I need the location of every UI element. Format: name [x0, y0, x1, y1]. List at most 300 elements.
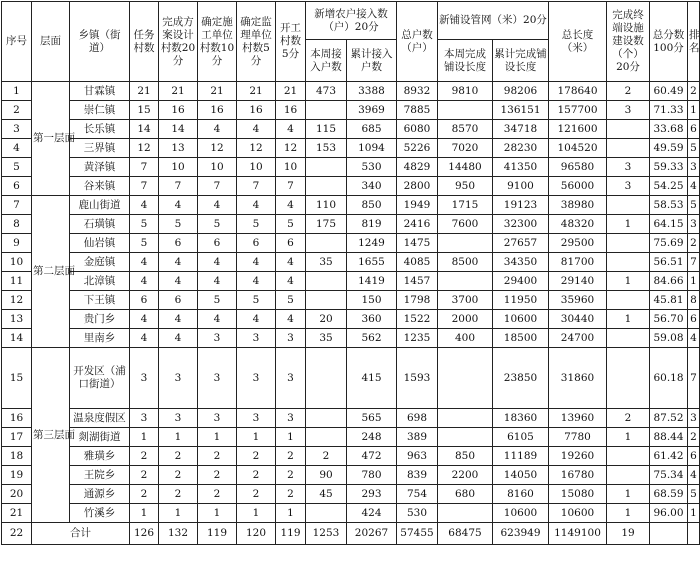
cell-rank: 6 — [688, 310, 700, 329]
cell-cum-households: 340 — [347, 177, 397, 196]
cell-construction-units: 5 — [198, 291, 237, 310]
cell-seq: 9 — [2, 234, 32, 253]
total-weekly-pipe: 68475 — [438, 523, 493, 545]
cell-construction-units: 2 — [198, 485, 237, 504]
cell-rank: 1 — [688, 101, 700, 120]
cell-town: 崇仁镇 — [70, 101, 130, 120]
cell-task-villages: 4 — [130, 272, 159, 291]
cell-plan-design: 3 — [159, 348, 198, 409]
cell-rank: 6 — [688, 120, 700, 139]
cell-task-villages: 5 — [130, 215, 159, 234]
cell-cum-households: 248 — [347, 428, 397, 447]
cell-score: 88.44 — [650, 428, 688, 447]
cell-supervision-units: 5 — [237, 291, 276, 310]
cell-weekly-pipe — [438, 428, 493, 447]
header-new-households: 新增农户接入数（户）20分 — [306, 2, 397, 40]
table-row — [2, 485, 700, 504]
cell-score: 75.34 — [650, 466, 688, 485]
cell-seq: 1 — [2, 82, 32, 101]
cell-weekly-households: 2 — [306, 447, 347, 466]
cell-total-length: 121600 — [549, 120, 607, 139]
cell-cum-households: 1419 — [347, 272, 397, 291]
cell-seq: 5 — [2, 158, 32, 177]
cell-weekly-pipe: 8500 — [438, 253, 493, 272]
cell-score: 64.15 — [650, 215, 688, 234]
cell-cum-households: 1094 — [347, 139, 397, 158]
header-weekly-pipe: 本周完成铺设长度 — [438, 40, 493, 82]
table-row — [2, 329, 700, 348]
cell-cum-pipe: 29400 — [493, 272, 549, 291]
header-construction-units: 确定施工单位村数10分 — [198, 2, 237, 82]
table-row — [2, 158, 700, 177]
cell-rank: 5 — [688, 196, 700, 215]
cell-rank: 4 — [688, 329, 700, 348]
cell-task-villages: 4 — [130, 196, 159, 215]
total-seq: 22 — [2, 523, 32, 545]
header-plan-design: 完成方案设计村数20分 — [159, 2, 198, 82]
cell-total-length: 35960 — [549, 291, 607, 310]
cell-seq: 13 — [2, 310, 32, 329]
cell-weekly-households: 90 — [306, 466, 347, 485]
cell-town: 贵门乡 — [70, 310, 130, 329]
cell-task-villages: 2 — [130, 466, 159, 485]
cell-started: 1 — [276, 504, 306, 523]
cell-weekly-households — [306, 101, 347, 120]
cell-seq: 3 — [2, 120, 32, 139]
cell-town: 里南乡 — [70, 329, 130, 348]
cell-construction-units: 10 — [198, 158, 237, 177]
cell-task-villages: 4 — [130, 310, 159, 329]
cell-cum-households: 415 — [347, 348, 397, 409]
cell-started: 16 — [276, 101, 306, 120]
cell-seq: 18 — [2, 447, 32, 466]
cell-plan-design: 6 — [159, 234, 198, 253]
cell-total-length: 38980 — [549, 196, 607, 215]
cell-town: 温泉度假区 — [70, 409, 130, 428]
cell-total-households: 1522 — [397, 310, 438, 329]
cell-supervision-units: 4 — [237, 272, 276, 291]
table-row — [2, 82, 700, 101]
cell-weekly-pipe — [438, 504, 493, 523]
table-row — [2, 253, 700, 272]
cell-weekly-pipe: 3700 — [438, 291, 493, 310]
total-cum-pipe: 623949 — [493, 523, 549, 545]
cell-plan-design: 4 — [159, 310, 198, 329]
cell-started: 2 — [276, 485, 306, 504]
table-row — [2, 409, 700, 428]
cell-construction-units: 4 — [198, 196, 237, 215]
cell-weekly-households: 175 — [306, 215, 347, 234]
cell-task-villages: 5 — [130, 234, 159, 253]
cell-supervision-units: 5 — [237, 215, 276, 234]
cell-cum-households: 293 — [347, 485, 397, 504]
cell-construction-units: 3 — [198, 409, 237, 428]
cell-supervision-units: 16 — [237, 101, 276, 120]
cell-weekly-households: 35 — [306, 329, 347, 348]
cell-started: 12 — [276, 139, 306, 158]
cell-terminal — [607, 234, 650, 253]
cell-terminal: 3 — [607, 101, 650, 120]
cell-plan-design: 2 — [159, 447, 198, 466]
table-row — [2, 272, 700, 291]
cell-supervision-units: 4 — [237, 196, 276, 215]
cell-weekly-households — [306, 504, 347, 523]
header-total-households: 总户数（户） — [397, 2, 438, 82]
header-rank: 排名 — [688, 2, 700, 82]
cell-terminal — [607, 329, 650, 348]
total-plan-design: 132 — [159, 523, 198, 545]
cell-terminal: 1 — [607, 504, 650, 523]
header-total-length: 总长度（米） — [549, 2, 607, 82]
total-construction-units: 119 — [198, 523, 237, 545]
cell-score: 45.81 — [650, 291, 688, 310]
cell-terminal — [607, 447, 650, 466]
cell-town: 雅璜乡 — [70, 447, 130, 466]
cell-started: 5 — [276, 291, 306, 310]
total-cum-households: 20267 — [347, 523, 397, 545]
cell-total-households: 754 — [397, 485, 438, 504]
cell-cum-households: 472 — [347, 447, 397, 466]
cell-seq: 16 — [2, 409, 32, 428]
cell-total-length: 19260 — [549, 447, 607, 466]
cell-plan-design: 2 — [159, 466, 198, 485]
cell-town: 鹿山街道 — [70, 196, 130, 215]
cell-cum-pipe: 41350 — [493, 158, 549, 177]
cell-weekly-pipe: 7600 — [438, 215, 493, 234]
cell-cum-households: 850 — [347, 196, 397, 215]
cell-started: 4 — [276, 272, 306, 291]
cell-cum-pipe: 18360 — [493, 409, 549, 428]
cell-rank: 5 — [688, 485, 700, 504]
cell-supervision-units: 6 — [237, 234, 276, 253]
cell-weekly-households: 35 — [306, 253, 347, 272]
cell-cum-households: 1655 — [347, 253, 397, 272]
cell-weekly-pipe: 850 — [438, 447, 493, 466]
cell-plan-design: 4 — [159, 253, 198, 272]
cell-cum-households: 3388 — [347, 82, 397, 101]
cell-construction-units: 21 — [198, 82, 237, 101]
cell-started: 4 — [276, 253, 306, 272]
cell-town: 竹溪乡 — [70, 504, 130, 523]
cell-construction-units: 3 — [198, 329, 237, 348]
cell-plan-design: 4 — [159, 329, 198, 348]
cell-task-villages: 2 — [130, 485, 159, 504]
cell-seq: 19 — [2, 466, 32, 485]
cell-total-households: 5226 — [397, 139, 438, 158]
cell-weekly-pipe: 9810 — [438, 82, 493, 101]
cell-plan-design: 4 — [159, 272, 198, 291]
cell-score: 54.25 — [650, 177, 688, 196]
cell-terminal: 2 — [607, 82, 650, 101]
cell-task-villages: 12 — [130, 139, 159, 158]
cell-construction-units: 1 — [198, 504, 237, 523]
cell-weekly-pipe: 8570 — [438, 120, 493, 139]
header-seq: 序号 — [2, 2, 32, 82]
cell-supervision-units: 7 — [237, 177, 276, 196]
cell-total-length: 7780 — [549, 428, 607, 447]
cell-plan-design: 6 — [159, 291, 198, 310]
cell-seq: 10 — [2, 253, 32, 272]
cell-supervision-units: 3 — [237, 348, 276, 409]
cell-terminal: 1 — [607, 310, 650, 329]
cell-seq: 11 — [2, 272, 32, 291]
cell-town: 长乐镇 — [70, 120, 130, 139]
cell-town: 金庭镇 — [70, 253, 130, 272]
cell-started: 3 — [276, 409, 306, 428]
cell-layer: 第三层面 — [32, 348, 70, 523]
table-row — [2, 310, 700, 329]
cell-plan-design: 2 — [159, 485, 198, 504]
cell-rank: 8 — [688, 291, 700, 310]
cell-cum-pipe: 6105 — [493, 428, 549, 447]
cell-terminal: 1 — [607, 428, 650, 447]
cell-started: 21 — [276, 82, 306, 101]
cell-plan-design: 14 — [159, 120, 198, 139]
cell-task-villages: 1 — [130, 428, 159, 447]
cell-weekly-households: 473 — [306, 82, 347, 101]
cell-weekly-pipe — [438, 101, 493, 120]
header-town: 乡镇（街道） — [70, 2, 130, 82]
total-total-households: 57455 — [397, 523, 438, 545]
header-cum-households: 累计接入户数 — [347, 40, 397, 82]
cell-town: 三界镇 — [70, 139, 130, 158]
cell-construction-units: 7 — [198, 177, 237, 196]
cell-terminal: 1 — [607, 272, 650, 291]
cell-rank: 2 — [688, 82, 700, 101]
cell-weekly-pipe — [438, 234, 493, 253]
cell-total-length: 16780 — [549, 466, 607, 485]
cell-cum-households: 562 — [347, 329, 397, 348]
cell-town: 开发区（浦口街道） — [70, 348, 130, 409]
table-row — [2, 504, 700, 523]
cell-construction-units: 12 — [198, 139, 237, 158]
cell-construction-units: 6 — [198, 234, 237, 253]
total-started: 119 — [276, 523, 306, 545]
cell-cum-pipe: 11189 — [493, 447, 549, 466]
cell-score: 84.66 — [650, 272, 688, 291]
cell-rank: 6 — [688, 447, 700, 466]
cell-seq: 17 — [2, 428, 32, 447]
cell-started: 4 — [276, 196, 306, 215]
cell-total-length: 31860 — [549, 348, 607, 409]
table-row — [2, 177, 700, 196]
cell-total-length: 13960 — [549, 409, 607, 428]
cell-total-length: 157700 — [549, 101, 607, 120]
cell-rank: 2 — [688, 428, 700, 447]
total-label: 合计 — [32, 523, 130, 545]
cell-weekly-households: 153 — [306, 139, 347, 158]
cell-score: 56.51 — [650, 253, 688, 272]
cell-started: 2 — [276, 447, 306, 466]
table-row — [2, 291, 700, 310]
cell-seq: 14 — [2, 329, 32, 348]
cell-started: 2 — [276, 466, 306, 485]
cell-rank: 1 — [688, 272, 700, 291]
cell-task-villages: 3 — [130, 409, 159, 428]
cell-total-households: 7885 — [397, 101, 438, 120]
header-supervision-units: 确定监理单位村数5分 — [237, 2, 276, 82]
cell-weekly-pipe — [438, 272, 493, 291]
cell-supervision-units: 2 — [237, 485, 276, 504]
cell-total-households: 963 — [397, 447, 438, 466]
cell-weekly-households: 110 — [306, 196, 347, 215]
cell-cum-households: 530 — [347, 158, 397, 177]
cell-plan-design: 1 — [159, 428, 198, 447]
cell-supervision-units: 1 — [237, 428, 276, 447]
cell-score: 59.08 — [650, 329, 688, 348]
table-row — [2, 348, 700, 409]
cell-weekly-households: 115 — [306, 120, 347, 139]
cell-started: 6 — [276, 234, 306, 253]
cell-cum-pipe: 28230 — [493, 139, 549, 158]
header-weekly-households: 本周接入户数 — [306, 40, 347, 82]
cell-cum-households: 565 — [347, 409, 397, 428]
cell-cum-pipe: 34718 — [493, 120, 549, 139]
total-task-villages: 126 — [130, 523, 159, 545]
cell-construction-units: 1 — [198, 428, 237, 447]
total-score — [650, 523, 688, 545]
header-cum-pipe: 累计完成铺设长度 — [493, 40, 549, 82]
cell-total-households: 1593 — [397, 348, 438, 409]
cell-plan-design: 16 — [159, 101, 198, 120]
cell-score: 49.59 — [650, 139, 688, 158]
cell-terminal — [607, 291, 650, 310]
cell-plan-design: 1 — [159, 504, 198, 523]
cell-score: 96.00 — [650, 504, 688, 523]
header-task-villages: 任务村数 — [130, 2, 159, 82]
cell-terminal: 1 — [607, 485, 650, 504]
cell-seq: 2 — [2, 101, 32, 120]
cell-total-length: 29500 — [549, 234, 607, 253]
cell-task-villages: 4 — [130, 329, 159, 348]
cell-terminal — [607, 466, 650, 485]
cell-terminal: 3 — [607, 158, 650, 177]
cell-weekly-households — [306, 291, 347, 310]
total-row — [2, 523, 700, 545]
cell-cum-pipe: 9100 — [493, 177, 549, 196]
cell-total-households: 6080 — [397, 120, 438, 139]
table-row — [2, 447, 700, 466]
cell-construction-units: 5 — [198, 215, 237, 234]
cell-total-households: 1949 — [397, 196, 438, 215]
cell-cum-pipe: 11950 — [493, 291, 549, 310]
cell-town: 仙岩镇 — [70, 234, 130, 253]
cell-total-households: 1235 — [397, 329, 438, 348]
table-row — [2, 234, 700, 253]
cell-score: 59.33 — [650, 158, 688, 177]
cell-plan-design: 10 — [159, 158, 198, 177]
cell-cum-households: 424 — [347, 504, 397, 523]
cell-cum-pipe: 136151 — [493, 101, 549, 120]
total-rank — [688, 523, 700, 545]
cell-total-length: 81700 — [549, 253, 607, 272]
cell-total-households: 1798 — [397, 291, 438, 310]
cell-supervision-units: 2 — [237, 466, 276, 485]
cell-cum-pipe: 27657 — [493, 234, 549, 253]
cell-total-length: 56000 — [549, 177, 607, 196]
cell-weekly-households: 45 — [306, 485, 347, 504]
cell-weekly-pipe: 2000 — [438, 310, 493, 329]
cell-task-villages: 4 — [130, 253, 159, 272]
cell-seq: 21 — [2, 504, 32, 523]
cell-town: 通源乡 — [70, 485, 130, 504]
cell-terminal: 3 — [607, 177, 650, 196]
cell-supervision-units: 3 — [237, 409, 276, 428]
cell-score: 75.69 — [650, 234, 688, 253]
total-terminal: 19 — [607, 523, 650, 545]
cell-started: 3 — [276, 329, 306, 348]
total-total-length: 1149100 — [549, 523, 607, 545]
table-row — [2, 466, 700, 485]
table-body — [2, 82, 700, 545]
cell-score: 56.70 — [650, 310, 688, 329]
cell-terminal — [607, 196, 650, 215]
cell-cum-pipe: 10600 — [493, 504, 549, 523]
cell-task-villages: 6 — [130, 291, 159, 310]
cell-cum-households: 360 — [347, 310, 397, 329]
cell-weekly-households — [306, 177, 347, 196]
cell-town: 甘霖镇 — [70, 82, 130, 101]
cell-task-villages: 2 — [130, 447, 159, 466]
cell-supervision-units: 4 — [237, 120, 276, 139]
cell-task-villages: 15 — [130, 101, 159, 120]
cell-construction-units: 4 — [198, 253, 237, 272]
cell-weekly-pipe: 7020 — [438, 139, 493, 158]
total-weekly-households: 1253 — [306, 523, 347, 545]
cell-started: 10 — [276, 158, 306, 177]
cell-weekly-pipe: 2200 — [438, 466, 493, 485]
cell-total-households: 839 — [397, 466, 438, 485]
cell-rank: 4 — [688, 177, 700, 196]
cell-town: 北漳镇 — [70, 272, 130, 291]
cell-supervision-units: 3 — [237, 329, 276, 348]
cell-terminal — [607, 139, 650, 158]
cell-total-length: 96580 — [549, 158, 607, 177]
cell-cum-pipe: 34350 — [493, 253, 549, 272]
cell-rank: 1 — [688, 504, 700, 523]
cell-score: 87.52 — [650, 409, 688, 428]
table-row — [2, 428, 700, 447]
cell-construction-units: 16 — [198, 101, 237, 120]
cell-layer: 第一层面 — [32, 82, 70, 196]
cell-plan-design: 7 — [159, 177, 198, 196]
header-terminal: 完成终端设施建设数（个）20分 — [607, 2, 650, 82]
cell-terminal — [607, 348, 650, 409]
cell-cum-households: 1249 — [347, 234, 397, 253]
cell-layer: 第二层面 — [32, 196, 70, 348]
cell-construction-units: 4 — [198, 272, 237, 291]
cell-total-households: 4829 — [397, 158, 438, 177]
header-layer: 层面 — [32, 2, 70, 82]
cell-construction-units: 3 — [198, 348, 237, 409]
cell-task-villages: 3 — [130, 348, 159, 409]
table-row — [2, 101, 700, 120]
cell-rank: 7 — [688, 253, 700, 272]
header-score: 总分数100分 — [650, 2, 688, 82]
cell-total-households: 4085 — [397, 253, 438, 272]
cell-task-villages: 1 — [130, 504, 159, 523]
cell-total-length: 15080 — [549, 485, 607, 504]
cell-cum-households: 685 — [347, 120, 397, 139]
cell-total-length: 178640 — [549, 82, 607, 101]
table-row — [2, 120, 700, 139]
cell-weekly-pipe: 400 — [438, 329, 493, 348]
cell-terminal — [607, 120, 650, 139]
cell-supervision-units: 4 — [237, 253, 276, 272]
cell-weekly-households — [306, 158, 347, 177]
score-table — [1, 1, 700, 545]
cell-total-households: 2800 — [397, 177, 438, 196]
